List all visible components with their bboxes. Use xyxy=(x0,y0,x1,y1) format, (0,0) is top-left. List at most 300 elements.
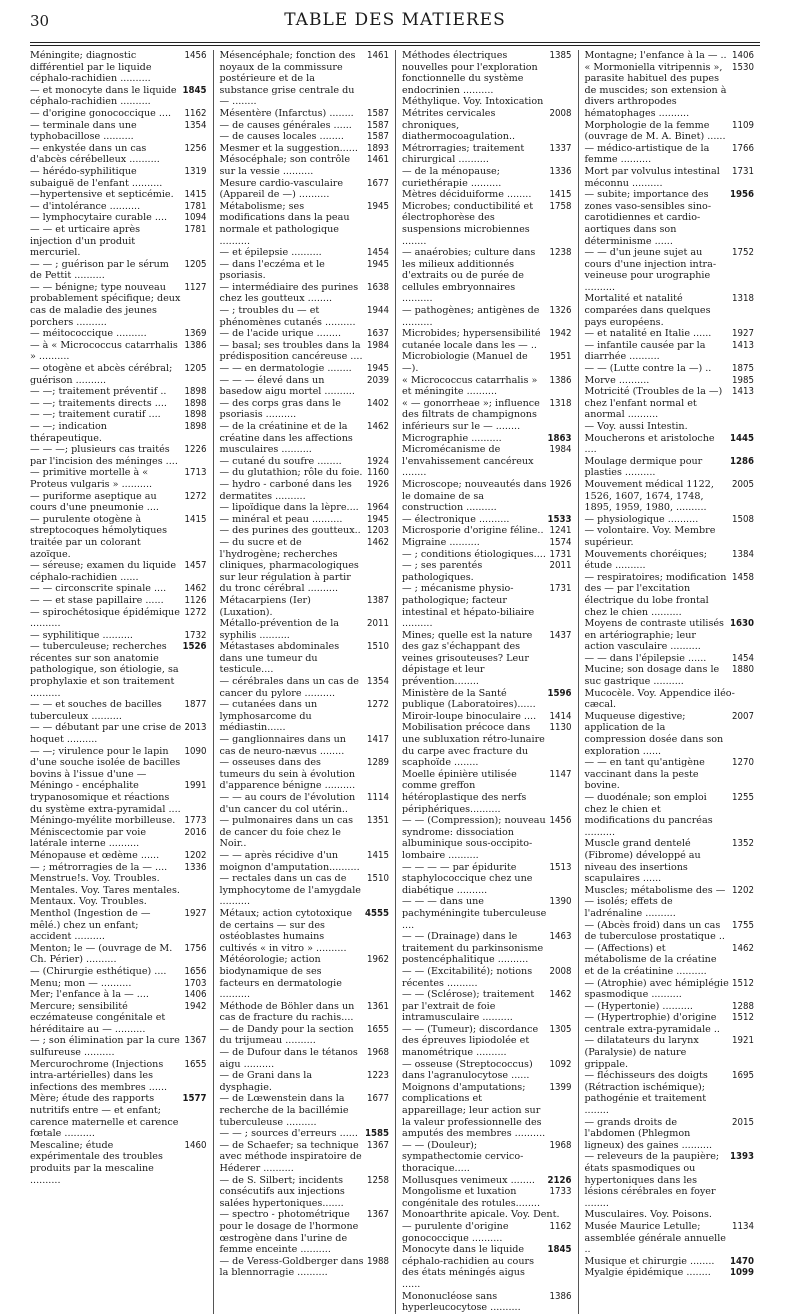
index-entry-page: 1413 xyxy=(732,386,754,398)
index-entry-text: Métastases abdominales dans une tumeur du testicule.... xyxy=(219,641,340,676)
index-entry-text: Musée Maurice Letulle; assemblée générale annuelle .. xyxy=(584,1220,726,1256)
index-column-4 xyxy=(578,50,761,1314)
index-entry xyxy=(585,711,755,757)
index-entry xyxy=(585,433,755,456)
index-entry-text: Méthylique. Voy. Intoxication xyxy=(402,96,544,108)
index-entry-text: — (Affections) et métabolisme de la créatine et de la créatinine .......... xyxy=(584,942,717,977)
index-entry-text: Mésentère (Infarctus) ........ xyxy=(219,107,354,119)
index-entry xyxy=(220,131,390,143)
index-entry-text: — — d'un jeune sujet au cours d'une injection intra-veineuse pour urographie .......... xyxy=(584,247,717,293)
index-entry-page: 1160 xyxy=(367,467,389,479)
index-entry-page: 1781 xyxy=(184,200,207,212)
index-entry xyxy=(220,757,390,792)
index-entry-text: — puriforme aseptique au cours d'une pneumonie .... xyxy=(30,490,159,514)
index-entry-text: — — dans l'épilepsie ...... xyxy=(584,652,707,664)
index-entry-page: 1988 xyxy=(367,1255,389,1267)
index-entry-text: — grands droits de l'abdomen (Phlegmon ligneux) des gaines .......... xyxy=(584,1116,713,1151)
index-entry-text: — —; traitement curatif .... xyxy=(30,409,161,421)
index-entry-text: — de Dufour dans le tétanos aigu .......... xyxy=(219,1047,358,1070)
index-entry-page: 1927 xyxy=(732,328,754,340)
index-entry-text: — de la ménopause; curiethérapie .......... xyxy=(402,165,502,189)
index-entry-page: 1367 xyxy=(367,1139,389,1151)
index-entry-text: — — (Drainage) dans le traitement du parkinsonisme postencéphalitique .......... xyxy=(402,931,544,966)
index-entry-page: 1731 xyxy=(732,165,754,177)
index-entry xyxy=(220,1047,390,1070)
index-entry-text: — — ; guérison par le sérum de Pettit .......... xyxy=(30,258,169,282)
index-entry-page: 1352 xyxy=(732,838,754,850)
index-entry-page: 1386 xyxy=(184,339,207,351)
index-entry xyxy=(220,375,390,398)
index-entry-text: « Micrococcus catarrhalis » et méningite .......... xyxy=(402,374,538,398)
index-entry-text: — pulmonaires dans un cas de cancer du foie chez le Noir.. xyxy=(219,815,354,850)
index-entry xyxy=(402,722,572,768)
index-entry-text: — à « Micrococcus catarrhalis » .......... xyxy=(30,339,178,363)
index-entry xyxy=(585,757,755,792)
index-entry-text: — d'intolérance .......... xyxy=(30,200,141,212)
index-entry-page: 1386 xyxy=(549,374,572,386)
index-entry-text: — et natalité en Italie ...... xyxy=(584,328,712,340)
index-entry-text: — volontaire. Voy. Membre supérieur. xyxy=(584,525,716,548)
index-columns xyxy=(30,50,760,1314)
index-entry-text: « — gonorrheae »; influence des filtrats de champignons inférieurs sur le — ........ xyxy=(402,397,540,432)
index-entry xyxy=(220,108,390,120)
index-entry-page: 1512 xyxy=(732,977,754,989)
index-entry-page: 2016 xyxy=(184,826,207,838)
index-entry xyxy=(30,143,207,166)
index-entry-text: Menton; le — (ouvrage de M. Ch. Périer) .......... xyxy=(30,942,173,966)
index-entry xyxy=(220,479,390,502)
index-entry-page: 1387 xyxy=(367,594,389,606)
index-entry-page: 1127 xyxy=(184,281,207,293)
index-entry xyxy=(402,549,572,561)
index-entry xyxy=(585,885,755,920)
index-entry xyxy=(30,120,207,143)
index-entry xyxy=(402,537,572,549)
index-entry-text: Mort par volvulus intestinal méconnu .......... xyxy=(584,165,720,189)
index-entry xyxy=(30,722,207,745)
index-entry-text: — médico-artistique de la femme .......... xyxy=(584,142,710,166)
index-entry-page: 1319 xyxy=(184,165,207,177)
index-entry xyxy=(30,908,207,943)
index-entry xyxy=(585,514,755,526)
index-entry-page: 1415 xyxy=(367,849,389,861)
index-entry-page: 1130 xyxy=(549,722,572,734)
index-entry-text: Moignons d'amputations; complications et appareillage; leur action sur la valeur professionnelle des amputés des membres .......... xyxy=(402,1081,546,1140)
index-entry-text: — osseuses dans des tumeurs du sein à évolution d'apparence bénigne .......... xyxy=(219,757,356,792)
index-entry-text: Mentales. Voy. Tares mentales. xyxy=(30,884,180,896)
index-entry-page: 1991 xyxy=(184,780,207,792)
index-entry-text: — de S. Silbert; incidents consécutifs aux injections salées hypertoniques....... xyxy=(219,1174,345,1209)
index-entry xyxy=(30,212,207,224)
index-entry-page: 1756 xyxy=(184,942,207,954)
index-entry-text: Muscle grand dentelé (Fibrome) développé au niveau des insertions scapulaires ...... xyxy=(584,838,701,885)
index-entry xyxy=(585,920,755,943)
index-entry xyxy=(585,1012,755,1035)
index-entry-text: Métacarpiens (Ier) (Luxation). xyxy=(219,594,311,618)
index-entry xyxy=(585,1209,755,1221)
index-entry-page: 1942 xyxy=(184,1000,207,1012)
index-entry-page: 1437 xyxy=(549,629,572,641)
index-entry-page: 1893 xyxy=(367,142,389,154)
index-entry xyxy=(402,525,572,537)
index-entry xyxy=(30,409,207,421)
index-entry xyxy=(220,154,390,177)
index-entry xyxy=(585,1151,755,1209)
index-entry-page: 1326 xyxy=(549,305,572,317)
index-entry-text: — séreuse; examen du liquide céphalo-rachidien ...... xyxy=(30,560,177,583)
index-entry-page: 1463 xyxy=(549,931,572,943)
index-entry-text: Moulage dermique pour plasties .......... xyxy=(584,455,703,479)
index-entry xyxy=(402,166,572,189)
index-entry-page: 1758 xyxy=(549,200,572,212)
index-entry-page: 1898 xyxy=(184,397,207,409)
index-entry-page: 1413 xyxy=(732,339,754,351)
index-column-2 xyxy=(213,50,396,1314)
index-entry-page: 1752 xyxy=(732,247,754,259)
index-entry xyxy=(30,108,207,120)
index-entry-page: 2007 xyxy=(732,710,754,722)
index-entry-text: Menthol (Ingestion de — mêlé.) chez un enfant; accident .......... xyxy=(30,907,151,943)
index-entry xyxy=(585,943,755,978)
index-entry-text: Mucocèle. Voy. Appendice iléo-cæcal. xyxy=(584,687,735,711)
index-entry xyxy=(402,862,572,897)
index-entry xyxy=(30,583,207,595)
index-entry-text: — (Hypertrophie) d'origine centrale extra-pyramidale .. xyxy=(584,1012,720,1035)
index-entry-text: Métaux; action cytotoxique de certains — sur des ostéoblastes humains cultivés « in vitro » .......... xyxy=(219,907,352,954)
index-entry-page: 1513 xyxy=(549,861,572,873)
index-entry-text: — ; métrorragies de la — .... xyxy=(30,861,168,873)
index-entry-text: — de la créatinine et de la créatine dans les affections musculaires .......... xyxy=(219,421,353,456)
index-entry xyxy=(585,363,755,375)
index-entry xyxy=(220,456,390,468)
index-entry-text: — des purines des goutteux.. xyxy=(219,525,361,537)
index-entry-page: 1384 xyxy=(732,548,754,560)
index-entry-page: 1109 xyxy=(732,119,754,131)
index-entry xyxy=(402,1209,572,1221)
index-entry xyxy=(30,1001,207,1036)
index-entry-page: 1510 xyxy=(367,873,389,885)
page-title: TABLE DES MATIERES xyxy=(284,10,506,30)
index-entry xyxy=(220,595,390,618)
index-entry-page: 1951 xyxy=(549,351,572,363)
index-entry xyxy=(30,607,207,630)
index-entry-text: — — circonscrite spinale .... xyxy=(30,583,167,595)
index-entry-page: 1305 xyxy=(549,1023,572,1035)
index-entry-text: Morve .......... xyxy=(584,374,650,386)
index-entry-text: — pathogènes; antigènes de .......... xyxy=(402,305,540,328)
index-entry xyxy=(30,827,207,850)
index-entry xyxy=(220,699,390,734)
index-entry-page: 1414 xyxy=(549,710,572,722)
index-entry-page: 1898 xyxy=(184,421,207,432)
index-entry-text: Méningite; diagnostic différentiel par le liquide céphalo-rachidien .......... xyxy=(30,50,152,85)
index-entry xyxy=(220,1175,390,1210)
index-entry-text: — syphilitique .......... xyxy=(30,629,133,641)
index-entry-text: — dilatateurs du larynx (Paralysie) de nature grippale. xyxy=(584,1035,699,1070)
index-entry-page: 1092 xyxy=(549,1058,572,1070)
index-entry xyxy=(220,421,390,456)
index-entry-text: — dans l'eczéma et le psoriasis. xyxy=(219,258,325,282)
index-entry xyxy=(220,850,390,873)
index-entry xyxy=(220,1128,390,1140)
index-entry-page: 1677 xyxy=(367,177,389,189)
index-entry-text: Motricité (Troubles de la —) chez l'enfant normal et anormal .......... xyxy=(584,386,723,421)
index-entry-page: 1270 xyxy=(732,757,754,769)
index-column-3 xyxy=(395,50,578,1314)
index-entry-text: — lipoïdique dans la lèpre.... xyxy=(219,502,359,514)
index-entry-text: Muqueuse digestive; application de la compression dosée dans son exploration ...... xyxy=(584,710,724,757)
index-entry-text: — de Schaefer; sa technique avec méthode inspiratoire de Héderer .......... xyxy=(219,1139,362,1174)
index-entry xyxy=(30,386,207,398)
index-entry-page: 1367 xyxy=(184,1035,207,1047)
index-entry-page: 2126 xyxy=(547,1174,572,1186)
index-entry xyxy=(402,1024,572,1059)
index-entry-page: 1984 xyxy=(367,339,389,351)
index-entry-page: 1336 xyxy=(184,861,207,873)
index-entry-text: Menstrue!s. Voy. Troubles. xyxy=(30,873,160,885)
index-entry xyxy=(220,328,390,340)
index-entry-text: Métrites cervicales chroniques, diathermocoagulation.. xyxy=(402,107,516,143)
index-entry-text: Mucine; son dosage dans le suc gastrique .......... xyxy=(584,664,720,688)
index-entry-page: 2011 xyxy=(367,618,389,630)
index-entry-text: — releveurs de la paupière; états spasmodiques ou hypertoniques dans les lésions cérébrales en foyer ........ xyxy=(584,1151,720,1209)
index-entry xyxy=(30,630,207,642)
index-entry-text: — — au cours de l'évolution d'un cancer du col utérin.. xyxy=(219,792,356,815)
index-entry-page: 1731 xyxy=(549,583,572,595)
index-entry-page: 1921 xyxy=(732,1035,754,1047)
index-entry xyxy=(30,201,207,213)
index-entry xyxy=(402,1059,572,1082)
index-entry xyxy=(585,328,755,340)
index-entry xyxy=(402,189,572,201)
index-entry xyxy=(30,514,207,560)
index-entry xyxy=(220,525,390,537)
index-entry-text: — ganglionnaires dans un cas de neuro-nævus ........ xyxy=(219,734,346,757)
index-entry xyxy=(402,1291,572,1314)
index-entry xyxy=(585,50,755,62)
index-entry-page: 1226 xyxy=(184,444,207,456)
index-entry-page: 1773 xyxy=(184,815,207,827)
index-entry-text: — cérébrales dans un cas de cancer du pylore .......... xyxy=(219,676,359,699)
index-entry xyxy=(30,896,207,908)
index-entry-page: 1289 xyxy=(367,757,389,769)
index-entry-page: 1202 xyxy=(184,849,207,861)
index-entry-text: — — (Lutte contre la —) .. xyxy=(584,363,712,375)
index-entry xyxy=(585,1267,755,1279)
index-entry xyxy=(30,224,207,259)
index-entry-page: 1458 xyxy=(732,571,754,583)
index-entry-page: 2008 xyxy=(549,965,572,977)
index-entry xyxy=(220,1256,390,1279)
index-entry xyxy=(585,1117,755,1152)
index-entry-page: 1530 xyxy=(732,61,754,73)
index-entry-text: Mononucléose sans hyperleucocytose .......... xyxy=(402,1290,521,1314)
index-entry-text: — de causes générales ...... xyxy=(219,119,352,131)
index-entry-page: 1587 xyxy=(367,131,389,143)
index-entry xyxy=(402,966,572,989)
index-entry xyxy=(220,618,390,641)
index-entry-page: 1945 xyxy=(367,363,389,375)
index-entry xyxy=(402,989,572,1024)
index-entry-page: 1924 xyxy=(367,455,389,467)
index-entry xyxy=(402,108,572,143)
index-entry-page: 1406 xyxy=(184,989,207,1001)
index-entry-page: 1223 xyxy=(367,1070,389,1082)
index-entry-page: 1781 xyxy=(184,223,207,235)
index-entry xyxy=(585,386,755,421)
index-entry-text: Moucherons et aristoloche .... xyxy=(584,432,715,456)
index-entry-page: 1964 xyxy=(367,502,389,514)
index-entry-text: Menu; mon — .......... xyxy=(30,977,132,989)
index-entry-text: Méthode de Böhler dans un cas de fracture du rachis.... xyxy=(219,1000,355,1024)
index-entry-text: — duodénale; son emploi chez le chien et modifications du pancréas .......... xyxy=(584,792,713,838)
index-entry-text: — minéral et peau .......... xyxy=(219,513,343,525)
index-entry xyxy=(220,792,390,815)
index-entry-page: 1147 xyxy=(549,768,572,780)
index-entry xyxy=(30,1093,207,1139)
index-entry-text: Micrographie .......... xyxy=(402,432,502,444)
index-entry-page: 1512 xyxy=(732,1012,754,1024)
index-entry-page: 1898 xyxy=(184,386,207,398)
index-entry-text: — (Abcès froid) dans un cas de tuberculose prostatique .. xyxy=(584,919,725,943)
index-entry-text: Miroir-loupe binoculaire .... xyxy=(402,710,537,722)
index-entry xyxy=(585,166,755,189)
index-entry-page: 1596 xyxy=(547,687,572,699)
index-entry xyxy=(220,247,390,259)
index-entry-page: 2005 xyxy=(732,478,754,490)
index-entry-page: 1942 xyxy=(549,328,572,340)
index-entry-text: — cutané du soufre ........ xyxy=(219,455,342,467)
index-entry xyxy=(402,583,572,629)
index-entry-page: 1461 xyxy=(367,154,389,166)
index-entry-page: 1114 xyxy=(367,792,389,803)
index-entry xyxy=(402,143,572,166)
index-entry-text: — purulente d'origine gonococcique .......... xyxy=(402,1220,509,1244)
index-entry xyxy=(30,989,207,1001)
index-entry xyxy=(30,421,207,444)
index-entry-page: 1587 xyxy=(367,119,389,131)
index-entry-page: 1508 xyxy=(732,513,754,525)
index-entry-page: 1962 xyxy=(367,954,389,966)
index-entry-page: 1732 xyxy=(184,629,207,641)
index-entry-text: Mouvement médical 1122, 1526, 1607, 1674, 1748, 1895, 1959, 1980, .......... xyxy=(584,478,714,514)
index-entry-page: 1288 xyxy=(732,1000,754,1012)
index-entry xyxy=(30,560,207,583)
index-entry xyxy=(220,259,390,282)
index-entry-page: 1926 xyxy=(367,478,389,490)
index-entry-text: — — en tant qu'antigène vaccinant dans la peste bovine. xyxy=(584,757,705,792)
index-entry xyxy=(585,189,755,247)
index-entry xyxy=(585,143,755,166)
index-entry-text: Migraine .......... xyxy=(402,536,480,548)
index-entry-text: Ministère de la Santé publique (Laboratoires)...... xyxy=(402,687,536,711)
index-entry-page: 1968 xyxy=(549,1139,572,1151)
index-entry-text: — primitive mortelle à « Proteus vulgaris » .......... xyxy=(30,467,153,490)
index-entry xyxy=(220,514,390,526)
index-entry-page: 1386 xyxy=(549,1290,572,1302)
index-entry-text: — osseuse (Streptococcus) dans l'agranulocytose ...... xyxy=(402,1058,533,1082)
index-entry-text: — rectales dans un cas de lymphocytome de l'amygdale .......... xyxy=(219,873,361,908)
index-entry-text: Mésencéphale; fonction des noyaux de la commissure postérieure et de la substance grise centrale du — ........ xyxy=(219,50,356,108)
index-entry-page: 1898 xyxy=(184,409,207,421)
index-entry xyxy=(220,537,390,595)
index-entry-text: — — ; sources d'erreurs ...... xyxy=(219,1128,358,1140)
index-entry-page: 1984 xyxy=(549,444,572,456)
page-number: 30 xyxy=(30,12,50,30)
index-entry-page: 1238 xyxy=(549,247,572,259)
index-entry xyxy=(220,1001,390,1024)
index-entry-page: 1945 xyxy=(367,200,389,212)
index-entry-text: — — en dermatologie ........ xyxy=(219,363,352,375)
header-rule-double xyxy=(30,45,760,46)
index-entry-page: 1454 xyxy=(732,652,754,664)
index-entry-text: — du glutathion; rôle du foie. xyxy=(219,467,363,479)
index-entry-text: — —; indication thérapeutique. xyxy=(30,421,107,444)
index-entry-text: Mètres déciduiforme ........ xyxy=(402,189,532,201)
index-entry-page: 1417 xyxy=(367,734,389,746)
index-entry-page: 1877 xyxy=(184,699,207,711)
index-entry-text: — infantile causée par la diarrhée .......... xyxy=(584,339,706,363)
index-entry xyxy=(402,688,572,711)
index-entry xyxy=(30,746,207,781)
index-entry-text: — —; virulence pour le lapin d'une souche isolée de bacilles bovins à l'issue d'une — xyxy=(30,745,181,780)
index-entry-text: — enkystée dans un cas d'abcès cérébelleux .......... xyxy=(30,142,160,166)
index-entry-page: 1445 xyxy=(729,432,754,444)
index-entry xyxy=(402,433,572,445)
index-entry xyxy=(585,456,755,479)
index-entry-page: 1755 xyxy=(732,919,754,931)
index-entry-page: 1462 xyxy=(549,989,572,1001)
index-entry xyxy=(585,549,755,572)
index-entry-text: —hypertensive et septicémie. xyxy=(30,189,174,201)
index-entry-page: 1944 xyxy=(367,305,389,317)
index-entry-text: Métallo-prévention de la syphilis .......... xyxy=(219,618,339,641)
index-entry-text: — hydro - carboné dans les dermatites .......... xyxy=(219,478,352,502)
index-entry-page: 1162 xyxy=(549,1220,572,1232)
index-entry xyxy=(220,120,390,132)
index-entry-text: — — après récidive d'un moignon d'amputation.......... xyxy=(219,849,360,873)
index-entry xyxy=(585,120,755,143)
index-entry-page: 1574 xyxy=(549,536,572,548)
index-entry-text: — et épilepsie .......... xyxy=(219,247,322,259)
index-entry-page: 1985 xyxy=(732,374,754,386)
index-entry xyxy=(30,166,207,189)
index-entry xyxy=(30,815,207,827)
index-entry-text: Méningo - encéphalite trypanosomique et réactions du système extra-pyramidal .... xyxy=(30,780,181,815)
index-entry xyxy=(220,467,390,479)
index-entry-page: 1655 xyxy=(367,1023,389,1035)
index-entry-text: Mère; étude des rapports nutritifs entre — et enfant; carence maternelle et carence fœtale .......... xyxy=(30,1093,179,1140)
index-entry xyxy=(30,1059,207,1094)
index-entry-text: Monocyte dans le liquide céphalo-rachidien au cours des états méningés aigus ...... xyxy=(402,1244,535,1290)
index-entry-page: 1126 xyxy=(184,594,207,606)
index-entry xyxy=(30,943,207,966)
index-entry xyxy=(30,189,207,201)
index-entry-text: Myalgie épidémique ........ xyxy=(584,1267,711,1279)
index-entry-page: 1845 xyxy=(547,1244,572,1256)
index-entry-text: — ; mécanisme physio-pathologique; facteur intestinal et hépato-biliaire .......... xyxy=(402,583,535,630)
index-entry-text: — basal; ses troubles dans la prédisposition cancéreuse .... xyxy=(219,339,363,363)
index-entry xyxy=(402,769,572,815)
index-entry xyxy=(220,143,390,155)
index-entry-page: 1258 xyxy=(367,1174,389,1186)
index-entry-text: — — — — par épidurite staphylococcique chez une diabétique .......... xyxy=(402,861,533,896)
index-entry xyxy=(220,873,390,908)
index-entry xyxy=(30,978,207,990)
index-entry-page: 1406 xyxy=(732,50,754,61)
index-entry xyxy=(220,908,390,954)
index-entry-page: 1337 xyxy=(549,142,572,154)
